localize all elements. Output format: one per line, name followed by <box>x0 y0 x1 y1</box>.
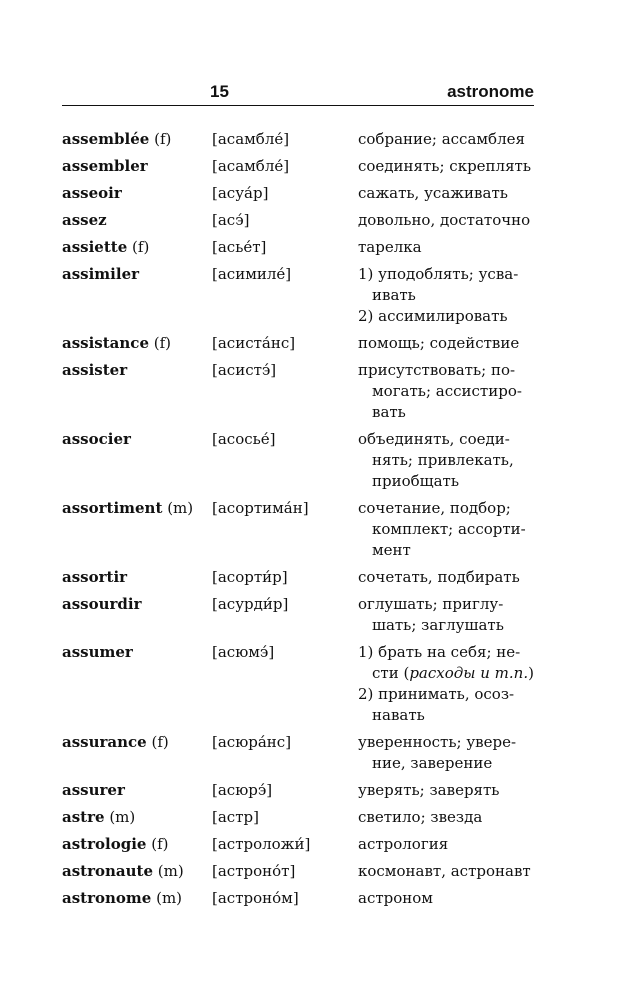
translation-text: мент <box>372 541 411 559</box>
translation-line <box>358 264 534 285</box>
translation-text: комплект; ассорти- <box>372 520 526 538</box>
dictionary-entry <box>62 861 534 882</box>
translation-line <box>358 210 534 231</box>
headword-text: assiette <box>62 238 128 256</box>
translation-line <box>358 615 534 636</box>
translation-text: собрание; ассамблея <box>358 130 525 148</box>
translation-line <box>358 156 534 177</box>
headword <box>62 333 212 354</box>
headword-text: assurance <box>62 733 147 751</box>
translation <box>358 642 534 726</box>
gender-marker: (m) <box>156 889 183 907</box>
headword-text: assister <box>62 361 128 379</box>
translation-text: тарелка <box>358 238 422 256</box>
headword <box>62 237 212 258</box>
translation-text: астрология <box>358 835 449 853</box>
transcription: [асюрэ́] <box>212 781 273 799</box>
translation-text: помощь; содействие <box>358 334 520 352</box>
translation-line <box>358 402 534 423</box>
translation-text: сочетать, подбирать <box>358 568 520 586</box>
translation-line <box>358 333 534 354</box>
translation-line <box>358 306 534 327</box>
translation-text: ивать <box>372 286 416 304</box>
entry-list <box>62 129 534 915</box>
translation-line <box>358 237 534 258</box>
translation <box>358 732 534 774</box>
headword <box>62 732 212 774</box>
headword-text: assemblée <box>62 130 150 148</box>
headword <box>62 780 212 801</box>
headword <box>62 264 212 327</box>
headword-text: assurer <box>62 781 125 799</box>
translation <box>358 807 534 828</box>
translation-text: соединять; скреплять <box>358 157 531 175</box>
translation <box>358 156 534 177</box>
dictionary-entry <box>62 594 534 636</box>
translation-line <box>358 567 534 588</box>
gender-marker: (m) <box>167 499 194 517</box>
headword-text: assortir <box>62 568 128 586</box>
translation-text: ние, заверение <box>372 754 493 772</box>
dictionary-entry <box>62 498 534 561</box>
translation-text: космонавт, астронавт <box>358 862 531 880</box>
translation-line <box>358 519 534 540</box>
translation-line <box>358 705 534 726</box>
translation-text: нять; привлекать, <box>372 451 514 469</box>
headword-text: assembler <box>62 157 148 175</box>
dictionary-entry <box>62 834 534 855</box>
translation-text: оглушать; приглу- <box>358 595 504 613</box>
translation <box>358 498 534 561</box>
headword-text: assistance <box>62 334 149 352</box>
translation-text: вать <box>372 403 406 421</box>
dictionary-entry <box>62 333 534 354</box>
translation-line <box>358 381 534 402</box>
translation-text: 1) уподоблять; усва- <box>358 265 519 283</box>
translation-line <box>358 360 534 381</box>
headword-text: astronome <box>62 889 152 907</box>
translation-text: шать; заглушать <box>372 616 504 634</box>
gender-marker: (m) <box>109 808 136 826</box>
headword <box>62 567 212 588</box>
translation-text: объединять, соеди- <box>358 430 510 448</box>
translation-line <box>358 285 534 306</box>
translation <box>358 429 534 492</box>
transcription: [асиста́нс] <box>212 334 296 352</box>
translation-line <box>358 450 534 471</box>
translation-text: светило; звезда <box>358 808 483 826</box>
page-number: 15 <box>210 82 229 101</box>
transcription: [астроложи́] <box>212 835 311 853</box>
translation-text: сочетание, подбор; <box>358 499 511 517</box>
dictionary-entry <box>62 360 534 423</box>
headword <box>62 807 212 828</box>
translation-line <box>358 861 534 882</box>
headword <box>62 642 212 726</box>
headword <box>62 210 212 231</box>
translation-text: сажать, усаживать <box>358 184 508 202</box>
translation-text: астроном <box>358 889 433 907</box>
headword-text: assortiment <box>62 499 163 517</box>
translation-line <box>358 780 534 801</box>
translation-line <box>358 663 534 684</box>
headword <box>62 156 212 177</box>
transcription: [асюмэ́] <box>212 643 275 661</box>
translation-text-suffix: ) <box>528 664 534 682</box>
transcription: [асюра́нс] <box>212 733 292 751</box>
dictionary-entry <box>62 888 534 909</box>
headword-text: assourdir <box>62 595 142 613</box>
gender-marker: (f) <box>151 835 169 853</box>
dictionary-entry <box>62 129 534 150</box>
transcription: [астр] <box>212 808 259 826</box>
translation-line <box>358 888 534 909</box>
translation-text: навать <box>372 706 425 724</box>
translation-line <box>358 807 534 828</box>
transcription: [асье́т] <box>212 238 267 256</box>
transcription: [асамбле́] <box>212 157 290 175</box>
gender-marker: (f) <box>151 733 169 751</box>
translation-text: присутствовать; по- <box>358 361 516 379</box>
headword-text: assez <box>62 211 107 229</box>
headword-text: astre <box>62 808 105 826</box>
gender-marker: (f) <box>154 130 172 148</box>
translation-line <box>358 753 534 774</box>
headword-text: astronaute <box>62 862 154 880</box>
transcription: [асистэ́] <box>212 361 277 379</box>
dictionary-entry <box>62 210 534 231</box>
translation <box>358 237 534 258</box>
transcription: [асуа́р] <box>212 184 269 202</box>
translation-line <box>358 732 534 753</box>
dictionary-entry <box>62 156 534 177</box>
translation-line <box>358 540 534 561</box>
transcription: [асортима́н] <box>212 499 309 517</box>
dictionary-entry <box>62 567 534 588</box>
transcription: [астроно́м] <box>212 889 299 907</box>
translation <box>358 183 534 204</box>
translation-line <box>358 429 534 450</box>
headword <box>62 594 212 636</box>
italic-note: расходы и т.п. <box>409 664 529 682</box>
dictionary-entry <box>62 429 534 492</box>
translation-line <box>358 642 534 663</box>
translation <box>358 210 534 231</box>
translation-text: могать; ассистиро- <box>372 382 522 400</box>
translation-text: уверенность; увере- <box>358 733 517 751</box>
translation-line <box>358 498 534 519</box>
headword <box>62 129 212 150</box>
translation-text: довольно, достаточно <box>358 211 531 229</box>
running-head: astronome <box>447 82 534 101</box>
headword-text: associer <box>62 430 131 448</box>
translation <box>358 264 534 327</box>
translation <box>358 333 534 354</box>
gender-marker: (f) <box>153 334 172 352</box>
dictionary-entry <box>62 780 534 801</box>
transcription: [астроно́т] <box>212 862 296 880</box>
translation-line <box>358 834 534 855</box>
headword <box>62 183 212 204</box>
translation-line <box>358 471 534 492</box>
translation <box>358 888 534 909</box>
gender-marker: (f) <box>132 238 150 256</box>
translation-text: сти ( <box>372 664 410 682</box>
dictionary-entry <box>62 642 534 726</box>
dictionary-entry <box>62 807 534 828</box>
translation <box>358 780 534 801</box>
translation-text: уверять; заверять <box>358 781 500 799</box>
gender-marker: (m) <box>157 862 184 880</box>
headword <box>62 861 212 882</box>
translation-line <box>358 684 534 705</box>
headword-text: assumer <box>62 643 133 661</box>
headword-text: astrologie <box>62 835 147 853</box>
translation <box>358 567 534 588</box>
transcription: [асэ́] <box>212 211 250 229</box>
headword <box>62 429 212 492</box>
translation-text: 2) принимать, осоз- <box>358 685 515 703</box>
headword <box>62 834 212 855</box>
translation <box>358 360 534 423</box>
page-header <box>62 81 534 106</box>
transcription: [асорти́р] <box>212 568 288 586</box>
transcription: [асурди́р] <box>212 595 289 613</box>
headword <box>62 888 212 909</box>
headword <box>62 498 212 561</box>
transcription: [асамбле́] <box>212 130 290 148</box>
dictionary-entry <box>62 183 534 204</box>
translation-line <box>358 594 534 615</box>
headword-text: assimiler <box>62 265 140 283</box>
translation-text: приобщать <box>372 472 460 490</box>
dictionary-entry <box>62 237 534 258</box>
headword <box>62 360 212 423</box>
dictionary-entry <box>62 264 534 327</box>
translation-text: 1) брать на себя; не- <box>358 643 521 661</box>
translation <box>358 861 534 882</box>
translation <box>358 129 534 150</box>
headword-text: asseoir <box>62 184 122 202</box>
translation <box>358 834 534 855</box>
dictionary-entry <box>62 732 534 774</box>
translation-line <box>358 129 534 150</box>
translation-line <box>358 183 534 204</box>
transcription: [асимиле́] <box>212 265 292 283</box>
translation-text: 2) ассимилировать <box>358 307 508 325</box>
translation <box>358 594 534 636</box>
transcription: [асосье́] <box>212 430 276 448</box>
